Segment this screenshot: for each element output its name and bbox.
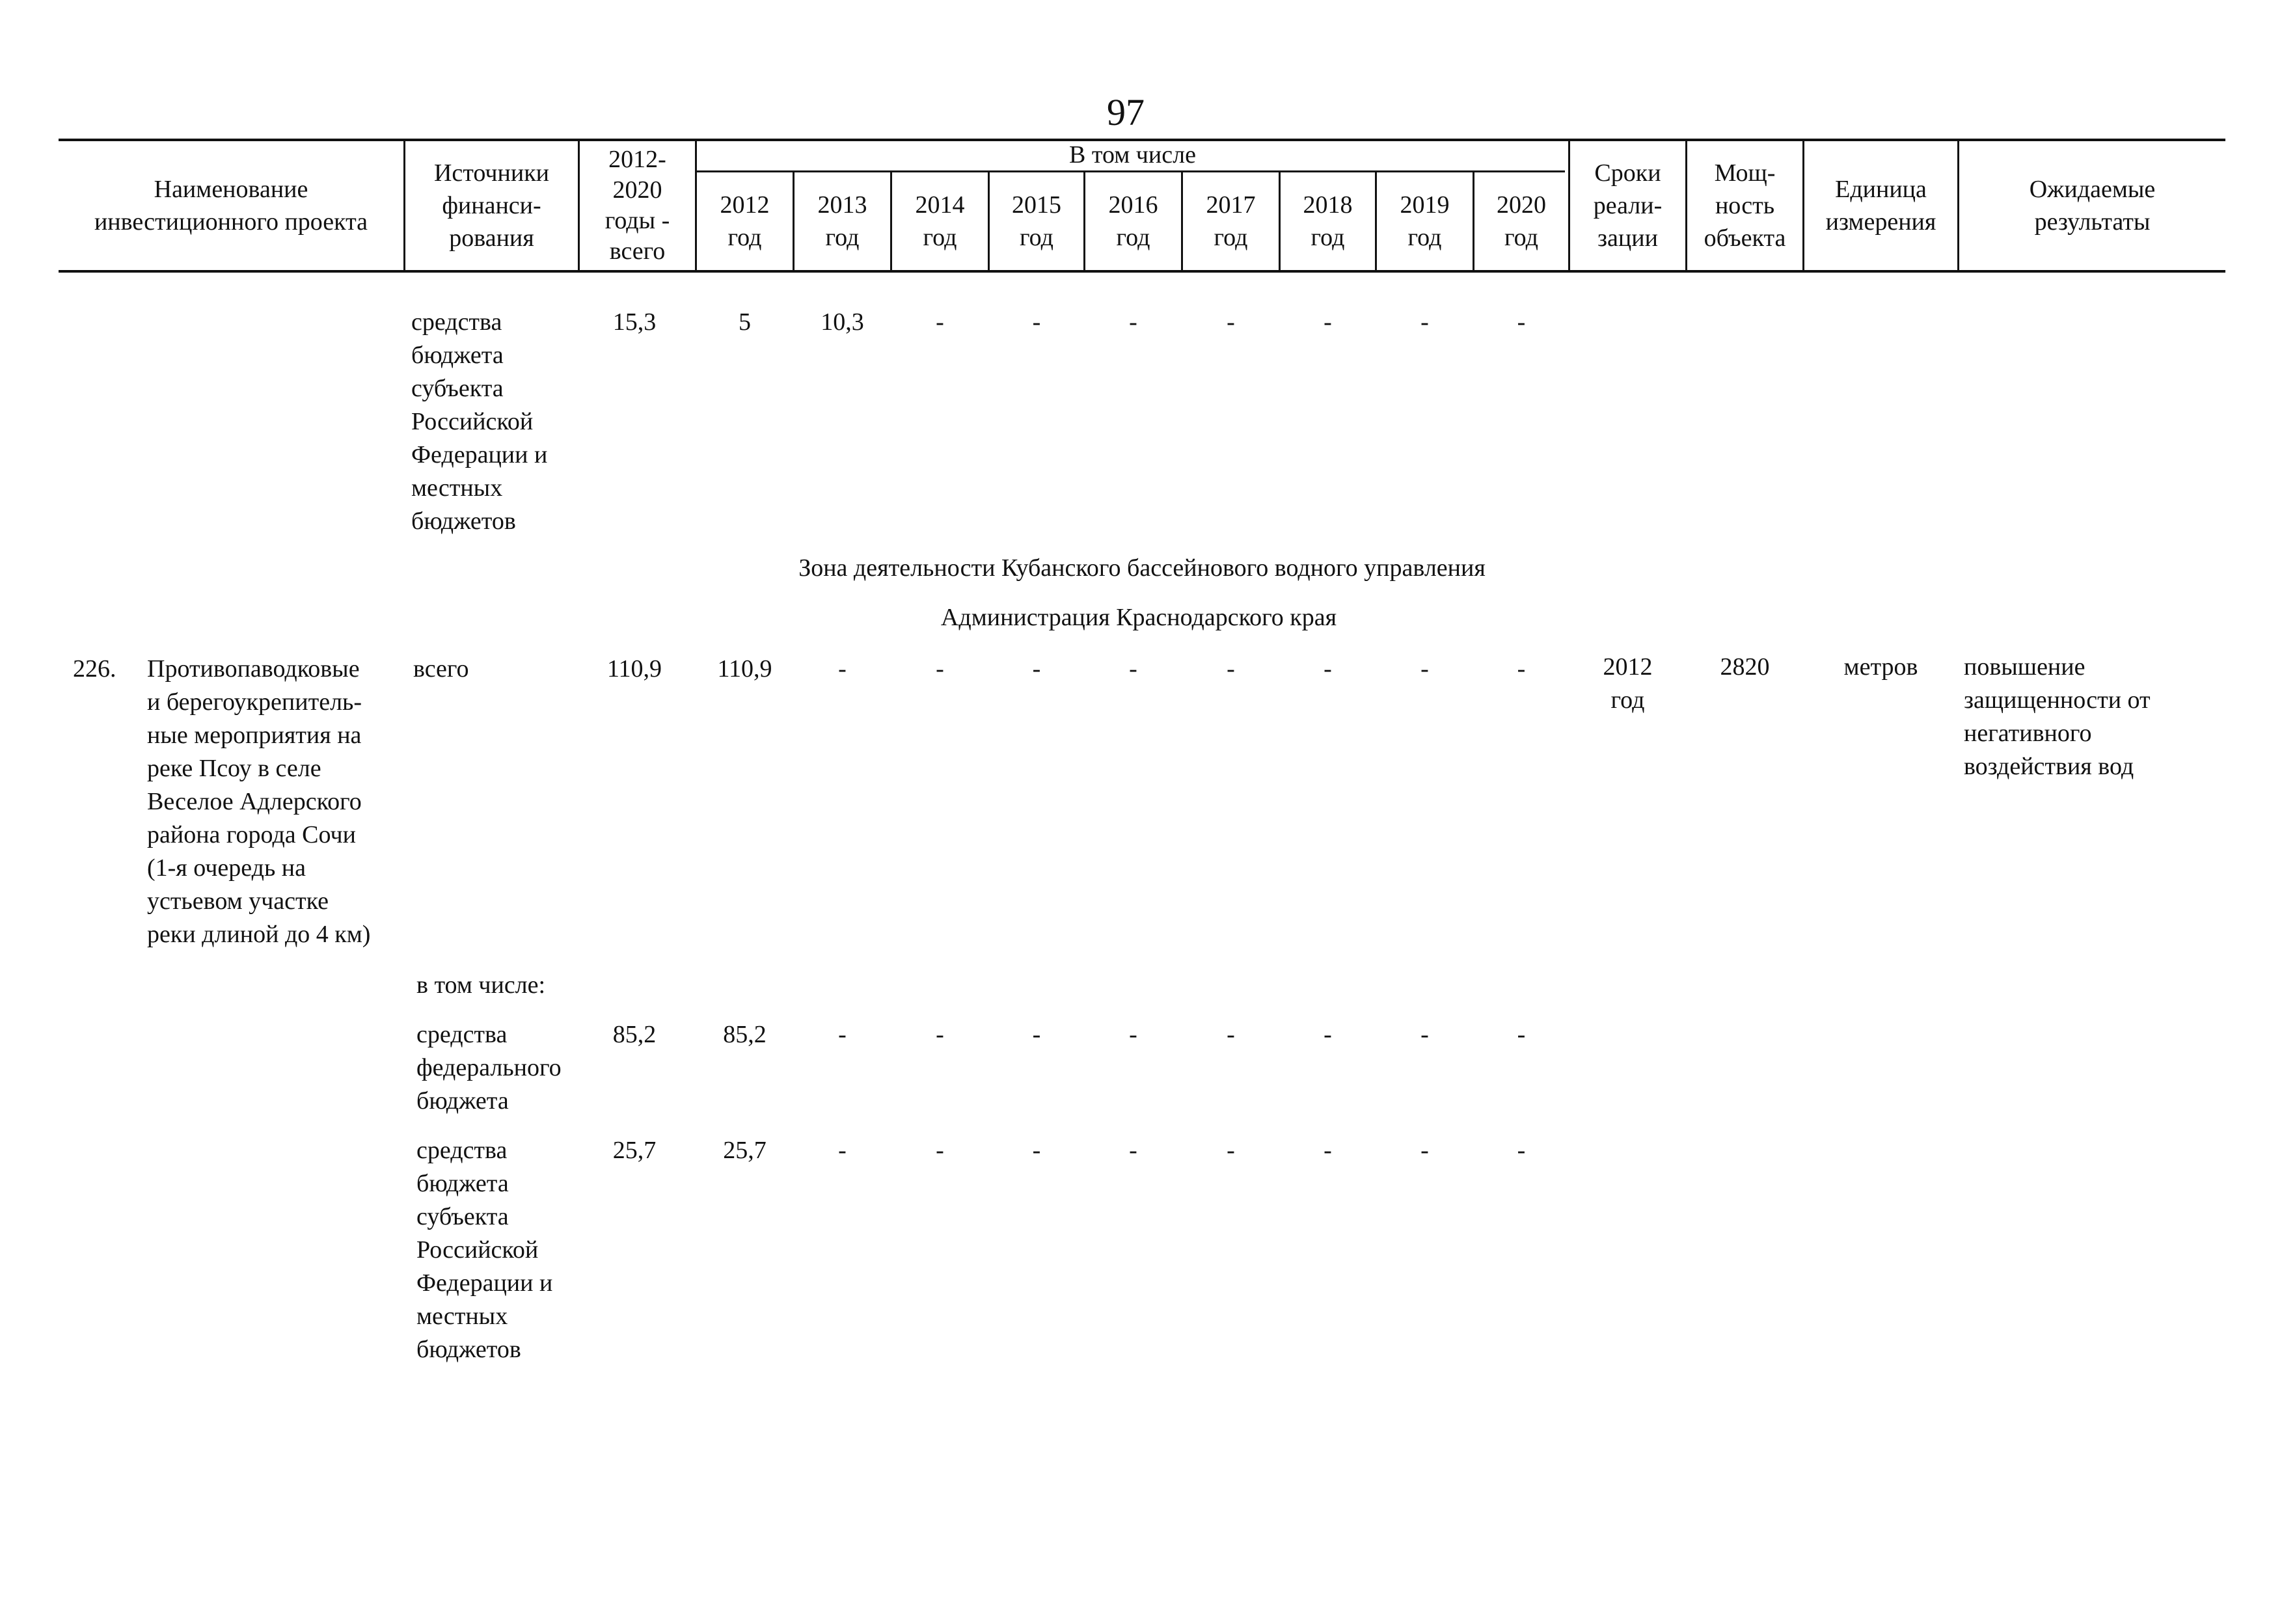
- capacity-cell: 2820: [1720, 653, 1770, 681]
- header-year-2013: 2013 год: [817, 191, 867, 251]
- value-2017: -: [1227, 1021, 1235, 1048]
- total-cell: 85,2: [612, 1021, 657, 1048]
- header-results: Ожидаемые результаты: [2029, 176, 2156, 236]
- value-2013: -: [838, 1137, 847, 1164]
- header-unit: Единица измерения: [1825, 176, 1936, 236]
- header-including: В том числе: [1069, 141, 1196, 169]
- value-2014: -: [936, 1137, 944, 1164]
- source-cell: средства бюджета субъекта Российской Федерации и местных бюджетов: [411, 308, 548, 535]
- value-2012: 85,2: [723, 1021, 767, 1048]
- value-2017: -: [1227, 1137, 1235, 1164]
- header-project-name: Наименование инвестиционного проекта: [94, 176, 368, 236]
- source-cell: средства федерального бюджета: [416, 1021, 562, 1115]
- value-2020: -: [1517, 1021, 1526, 1048]
- value-2015: -: [1032, 1137, 1041, 1164]
- project-number: 226.: [73, 655, 116, 683]
- value-2020: -: [1517, 655, 1526, 683]
- value-2019: -: [1420, 655, 1429, 683]
- header-year-2017: 2017 год: [1206, 191, 1256, 251]
- project-name: Противопаводковые и берегоукрепитель- ные мероприятия на реке Псоу в селе Веселое Адлерского района города Сочи (1-я очередь на устьевом участке реки длиной до 4 км): [147, 655, 371, 948]
- value-2018: -: [1324, 1021, 1332, 1048]
- value-2020: -: [1517, 1137, 1526, 1164]
- value-2015: -: [1032, 655, 1041, 683]
- value-2017: -: [1227, 308, 1235, 336]
- including-label: в том числе:: [416, 971, 546, 999]
- value-2018: -: [1324, 308, 1332, 336]
- header-year-2020: 2020 год: [1497, 191, 1546, 251]
- value-2015: -: [1032, 308, 1041, 336]
- value-2014: -: [936, 308, 944, 336]
- header-year-2019: 2019 год: [1400, 191, 1450, 251]
- section-admin-title: Администрация Краснодарского края: [940, 604, 1337, 631]
- value-2016: -: [1129, 1021, 1137, 1048]
- value-2014: -: [936, 1021, 944, 1048]
- value-2012: 25,7: [723, 1137, 767, 1164]
- header-total-2012-2020: 2012- 2020 годы - всего: [604, 146, 670, 265]
- value-2019: -: [1420, 1021, 1429, 1048]
- value-2019: -: [1420, 1137, 1429, 1164]
- total-cell: 110,9: [606, 655, 662, 683]
- value-2020: -: [1517, 308, 1526, 336]
- value-2013: 10,3: [821, 308, 864, 336]
- value-2015: -: [1032, 1021, 1041, 1048]
- value-2016: -: [1129, 308, 1137, 336]
- header-sources: Источники финанси- рования: [433, 159, 549, 252]
- unit-cell: метров: [1843, 653, 1918, 681]
- header-year-2012: 2012 год: [720, 191, 770, 251]
- section-zone-title: Зона деятельности Кубанского бассейнового водного управления: [798, 554, 1486, 582]
- total-cell: 15,3: [612, 308, 657, 336]
- page-number: 97: [1107, 91, 1145, 133]
- header-year-2015: 2015 год: [1012, 191, 1061, 251]
- header-capacity: Мощ- ность объекта: [1704, 159, 1786, 252]
- header-year-2018: 2018 год: [1303, 191, 1353, 251]
- value-2012: 110,9: [717, 655, 772, 683]
- header-year-2014: 2014 год: [915, 191, 965, 251]
- value-2018: -: [1324, 1137, 1332, 1164]
- value-2013: -: [838, 655, 847, 683]
- value-2013: -: [838, 1021, 847, 1048]
- header-year-2016: 2016 год: [1108, 191, 1158, 251]
- value-2017: -: [1227, 655, 1235, 683]
- value-2014: -: [936, 655, 944, 683]
- value-2016: -: [1129, 655, 1137, 683]
- value-2016: -: [1129, 1137, 1137, 1164]
- value-2012: 5: [739, 308, 751, 336]
- total-cell: 25,7: [612, 1137, 657, 1164]
- source-cell: средства бюджета субъекта Российской Федерации и местных бюджетов: [416, 1137, 553, 1363]
- value-2018: -: [1324, 655, 1332, 683]
- results-cell: повышение защищенности от негативного воздействия вод: [1964, 653, 2151, 780]
- source-cell: всего: [413, 655, 469, 683]
- value-2019: -: [1420, 308, 1429, 336]
- header-terms: Сроки реали- зации: [1593, 159, 1663, 252]
- terms-cell: 2012 год: [1603, 653, 1653, 714]
- header-bottom-rule: [59, 270, 2225, 273]
